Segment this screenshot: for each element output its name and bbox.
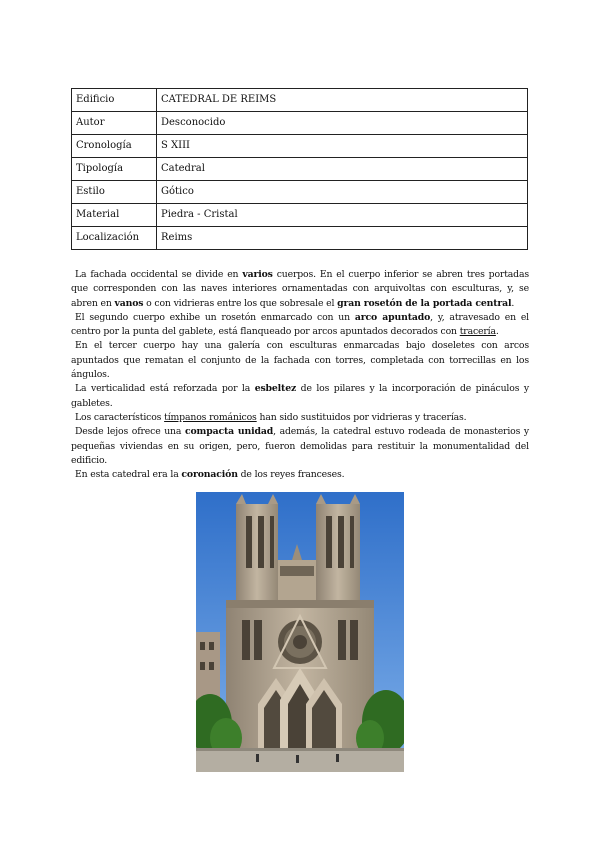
cathedral-facade-icon — [196, 492, 404, 772]
text-run: , además, la catedral estuvo rodeada de monasterios y pequeñas viviendas en su origen, pero, fueron demolidas para restituir la monumentalidad del edificio. — [71, 426, 530, 466]
table-row — [72, 204, 528, 227]
text-run: de los pilares y la incorporación de pináculos y gabletes. — [71, 383, 529, 409]
text-run: de los reyes franceses. — [237, 469, 345, 481]
text-run: El segundo cuerpo exhibe un rosetón enmarcado con un — [75, 311, 355, 323]
text-underlined: tímpanos románicos — [164, 411, 257, 423]
table-row — [72, 181, 528, 204]
table-value: S XIII — [157, 135, 528, 158]
text-bold: varios — [242, 269, 273, 280]
text-bold: arco apuntado — [354, 311, 431, 323]
text-run: En esta catedral era la — [75, 469, 182, 481]
text-run: cuerpos. En el cuerpo inferior se abren tres portadas que corresponden con las naves interiores ornamentadas con arquivoltas con esculturas, y, se abren en — [71, 269, 529, 309]
text-run: La verticalidad está reforzada por la — [75, 383, 255, 395]
text-bold: esbeltez — [254, 383, 297, 395]
table-label: Cronología — [72, 135, 157, 158]
paragraph-verticality — [71, 382, 529, 411]
text-bold: vanos — [114, 297, 144, 309]
text-run: Los característicos — [75, 411, 165, 423]
text-run: o con vidrieras entre los que sobresale el — [143, 297, 338, 309]
text-bold: compacta unidad — [184, 426, 274, 438]
paragraph-tympanums — [71, 411, 529, 425]
table-label: Edificio — [72, 89, 157, 112]
table-row — [72, 227, 528, 250]
table-value: Catedral — [157, 158, 528, 181]
table-row — [72, 135, 528, 158]
table-value: CATEDRAL DE REIMS — [157, 89, 528, 112]
body-text — [71, 268, 529, 482]
table-label: Material — [72, 204, 157, 227]
table-row — [72, 112, 528, 135]
table-row — [72, 158, 528, 181]
table-value: Gótico — [157, 181, 528, 204]
cathedral-photo — [196, 492, 404, 772]
paragraph-third-body: En el tercer cuerpo hay una galería con esculturas enmarcadas bajo doseletes con arcos apuntados que rematan el conjunto de la fachada con torres, completada con torrecillas en los ángulos. — [71, 340, 529, 381]
table-label: Localización — [72, 227, 157, 250]
text-run: . — [495, 326, 499, 338]
paragraph-unity — [71, 425, 529, 468]
table-value: Piedra - Cristal — [157, 204, 528, 227]
text-bold: coronación — [181, 469, 238, 481]
paragraph-facade — [71, 268, 529, 311]
table-label: Autor — [72, 112, 157, 135]
text-run: han sido sustituidos por vidrieras y tracerías. — [256, 411, 467, 423]
paragraph-second-body — [71, 311, 529, 340]
table-row — [72, 89, 528, 112]
paragraph-coronation — [71, 468, 529, 482]
table-value: Reims — [157, 227, 528, 250]
text-underlined: tracería — [459, 326, 496, 338]
table-label: Tipología — [72, 158, 157, 181]
text-bold: gran rosetón de la portada central — [337, 297, 512, 309]
table-label: Estilo — [72, 181, 157, 204]
text-run: La fachada occidental se divide en — [75, 269, 243, 280]
table-value: Desconocido — [157, 112, 528, 135]
text-run: . — [511, 297, 515, 309]
info-table — [71, 88, 528, 250]
text-run: Desde lejos ofrece una — [75, 426, 185, 438]
text-run: , y, atravesado en el centro por la punta del gablete, está flanqueado por arcos apuntados decorados con — [71, 311, 529, 338]
